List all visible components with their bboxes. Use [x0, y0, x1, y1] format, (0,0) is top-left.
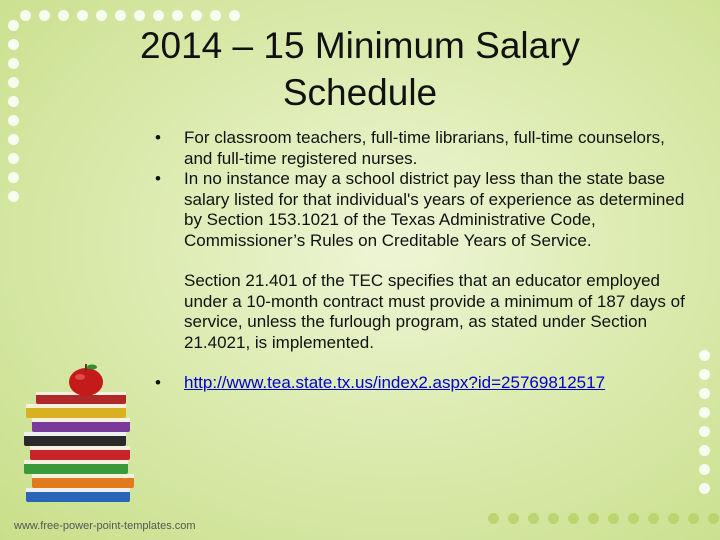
footer-website: www.free-power-point-templates.com — [14, 520, 196, 532]
bullet-text: For classroom teachers, full-time librarians, full-time counselors, and full-time registered nurses. — [184, 128, 665, 168]
apple-icon — [69, 368, 103, 396]
bullet-marker: • — [155, 169, 161, 188]
decorative-dots-left — [8, 20, 19, 202]
slide-title-line2: Schedule — [282, 72, 438, 113]
decorative-dots-bottom — [488, 513, 719, 524]
slide-title-line1: 2014 – 15 Minimum Salary — [139, 25, 581, 66]
link-item — [155, 373, 695, 394]
decorative-dots-right — [699, 350, 710, 494]
slide-title — [100, 22, 620, 116]
books-apple-illustration — [18, 360, 148, 510]
bullet-item — [155, 169, 695, 251]
bullet-marker: • — [155, 128, 161, 147]
bullet-marker: • — [155, 373, 161, 392]
decorative-dots-top — [20, 10, 240, 21]
slide-body — [155, 128, 695, 394]
bullet-item — [155, 128, 695, 169]
tea-link[interactable]: http://www.tea.state.tx.us/index2.aspx?id=25769812517 — [184, 373, 606, 392]
section-paragraph: Section 21.401 of the TEC specifies that an educator employed under a 10-month contract must provide a minimum of 187 days of service, unless the furlough program, as stated under Section 21.4021, is implemented. — [184, 271, 685, 352]
bullet-text: In no instance may a school district pay less than the state base salary listed for that individual's years of experience as determined by Section 153.1021 of the Texas Administrative Code, Commissioner’s Rules on Creditable Years of Service. — [184, 169, 685, 250]
